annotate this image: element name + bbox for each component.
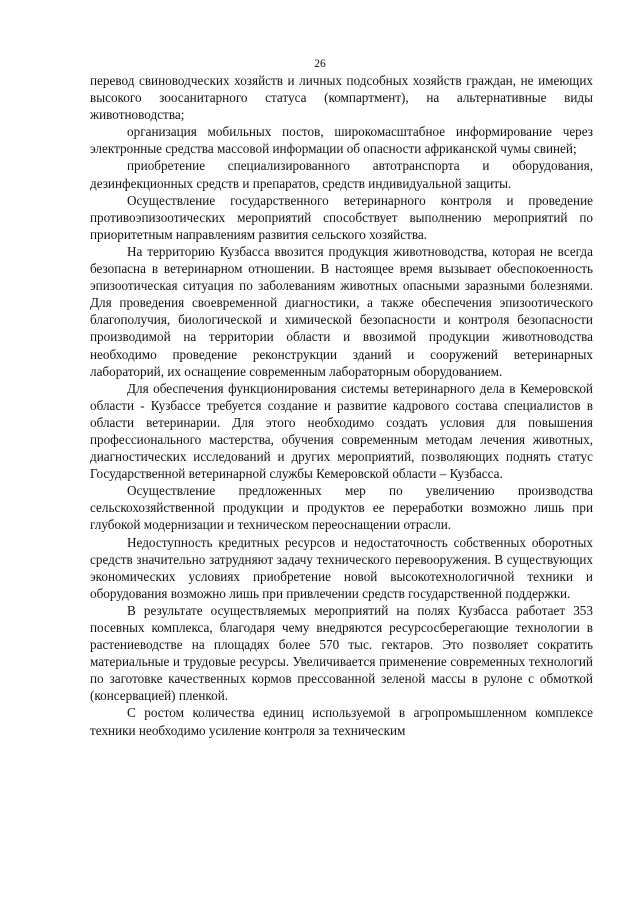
paragraph-3: приобретение специализированного автотранспорта и оборудования, дезинфекционных средств и препаратов, средств индивидуальной защиты. bbox=[90, 158, 593, 191]
paragraph-4: Осуществление государственного ветеринарного контроля и проведение противоэпизоотических мероприятий способствует выполнению мероприятий по приоритетным направлениям развития сельского хозяйства. bbox=[90, 192, 593, 242]
paragraph-9: В результате осуществляемых мероприятий на полях Кузбасса работает 353 посевных комплекса, благодаря чему внедряются ресурсосберегающие технологии в растениеводстве на площадях более 570 тыс. гектаров. Это позволяет сократить материальные и трудовые ресурсы. Увеличивается применение современных технологий по заготовке качественных кормов прессованной зеленой массы в рулоне с обмоткой (консервацией) пленкой. bbox=[90, 602, 593, 704]
paragraph-5: На территорию Кузбасса ввозится продукция животноводства, которая не всегда безопасна в ветеринарном отношении. В настоящее время вызывает обеспокоенность эпизоотическая ситуация по заболеваниям животных опасными заразными болезнями. Для проведения своевременной диагностики, а также обеспечения эпизоотического благополучия, биологической и химической безопасности и контроля безопасности производимой на территории области и ввозимой продукции животноводства необходимо проведение реконструкции зданий и сооружений ветеринарных лабораторий, их оснащение современным лабораторным оборудованием. bbox=[90, 243, 593, 379]
page-number: 26 bbox=[314, 58, 326, 70]
paragraph-10: С ростом количества единиц используемой в агропромышленном комплексе техники необходимо усиление контроля за техническим bbox=[90, 705, 593, 738]
paragraph-2: организация мобильных постов, широкомасштабное информирование через электронные средства массовой информации об опасности африканской чумы свиней; bbox=[90, 124, 593, 157]
paragraph-6: Для обеспечения функционирования системы ветеринарного дела в Кемеровской области - Кузбассе требуется создание и развитие кадрового состава специалистов в области ветеринарии. Для этого необходимо создать условия для повышения профессионального мастерства, обучения современным методам лечения животных, диагностических исследований и других мероприятий, позволяющих поднять статус Государственной ветеринарной службы Кемеровской области – Кузбасса. bbox=[90, 380, 593, 482]
page-body bbox=[90, 72, 593, 739]
paragraph-1: перевод свиноводческих хозяйств и личных подсобных хозяйств граждан, не имеющих высокого зоосанитарного статуса (компартмент), на альтернативные виды животноводства; bbox=[90, 73, 593, 123]
paragraph-8: Недоступность кредитных ресурсов и недостаточность собственных оборотных средств значительно затрудняют задачу технического перевооружения. В существующих экономических условиях приобретение новой высокотехнологичной техники и оборудования возможно лишь при привлечении средств государственной поддержки. bbox=[90, 534, 593, 601]
paragraph-7: Осуществление предложенных мер по увеличению производства сельскохозяйственной продукции и продуктов ее переработки возможно лишь при глубокой модернизации и техническом переоснащении отрасли. bbox=[90, 483, 593, 533]
